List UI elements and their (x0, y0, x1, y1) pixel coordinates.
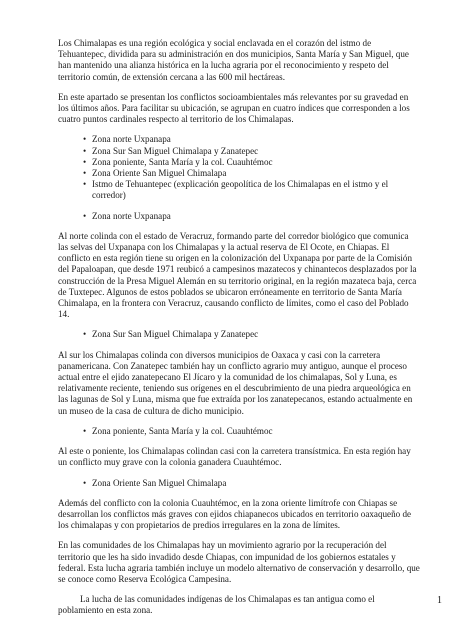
section-north-heading-list (58, 211, 420, 222)
index-item-isthmus: • Istmo de Tehuantepec (explicación geopolítica de los Chimalapas en el istmo y el corredor) (92, 179, 420, 201)
section-east-heading: • Zona Oriente San Miguel Chimalapa (92, 478, 420, 489)
section-east-text-2: En las comunidades de los Chimalapas hay un movimiento agrario por la recuperación del territorio que les ha sido invadido desde Chiapas, con impunidad de los gobiernos estatales y federal. Esta lucha agraria también incluye un modelo alternativo de conservación y desarrollo, que se conoce como Reserva Ecológica Campesina. (58, 540, 420, 584)
page-number: 1 (437, 595, 442, 606)
section-north-heading: • Zona norte Uxpanapa (92, 211, 420, 222)
section-west-text: Al este o poniente, los Chimalapas colindan casi con la carretera transístmica. En esta región hay un conflicto muy grave con la colonia ganadera Cuauhtémoc. (58, 446, 411, 468)
closing-paragraph: La lucha de las comunidades indígenas de los Chimalapas es tan antigua como el poblamiento en esta zona. (58, 594, 375, 616)
zone-index-list (58, 134, 420, 201)
section-west-heading: • Zona poniente, Santa María y la col. Cuauhtémoc (92, 426, 420, 437)
intro-paragraph-1: Los Chimalapas es una región ecológica y social enclavada en el corazón del istmo de Tehuantepec, dividida para su administración en dos municipios, Santa María y San Miguel, que han mantenido una alianza histórica en la lucha agraria por el reconocimiento y respeto del territorio común, de extensión cercana a las 600 mil hectáreas. (58, 38, 409, 82)
section-north-text: Al norte colinda con el estado de Veracruz, formando parte del corredor biológico que comunica las selvas del Uxpanapa con los Chimalapas y la actual reserva de El Ocote, en Chiapas. El conflicto en esta región tiene su origen en la colonización del Uxpanapa por parte de la Comisión del Papaloapan, que desde 1971 reubicó a campesinos mazatecos y chinantecos desplazados por la construcción de la Presa Miguel Alemán en su territorio original, en la región mazateca baja, cerca de Tuxtepec. Algunos de estos poblados se ubicaron erróneamente en territorio de Santa María Chimalapa, en la frontera con Veracruz, causando conflicto de límites, como el caso del Poblado 14. (58, 230, 417, 320)
section-east-heading-list (58, 478, 420, 489)
index-item-west: • Zona poniente, Santa María y la col. Cuauhtémoc (92, 157, 420, 168)
section-south-heading-list (58, 329, 420, 340)
section-east-text-1: Además del conflicto con la colonia Cuauhtémoc, en la zona oriente limítrofe con Chiapas se desarrollan los conflictos más graves con ejidos chiapanecos ubicados en territorio oaxaqueño de los chimalapas y con propietarios de predios irregulares en la zona de límites. (58, 497, 412, 531)
index-item-south: • Zona Sur San Miguel Chimalapa y Zanatepec (92, 146, 420, 157)
intro-paragraph-2: En este apartado se presentan los conflictos socioambientales más relevantes por su gravedad en los últimos años. Para facilitar su ubicación, se agrupan en cuatro índices que corresponden a los cuatro puntos cardinales respecto al territorio de los Chimalapas. (58, 91, 410, 125)
index-item-east: • Zona Oriente San Miguel Chimalapa (92, 168, 420, 179)
index-item-north: • Zona norte Uxpanapa (92, 134, 420, 145)
section-south-text: Al sur los Chimalapas colinda con diversos municipios de Oaxaca y casi con la carretera panamericana. Con Zanatepec también hay un conflicto agrario muy antiguo, aunque el proceso actual entre el ejido zanatepecano El Jícaro y la comunidad de los chimalapas, Sol y Luna, es relativamente reciente, teniendo sus orígenes en el descubrimiento de una piedra arqueológica en las lagunas de Sol y Luna, misma que fue extraída por los zanatepecanos, estando actualmente en un museo de la casa de cultura de dicho municipio. (58, 349, 413, 416)
section-west-heading-list (58, 426, 420, 437)
section-south-heading: • Zona Sur San Miguel Chimalapa y Zanatepec (92, 329, 420, 340)
